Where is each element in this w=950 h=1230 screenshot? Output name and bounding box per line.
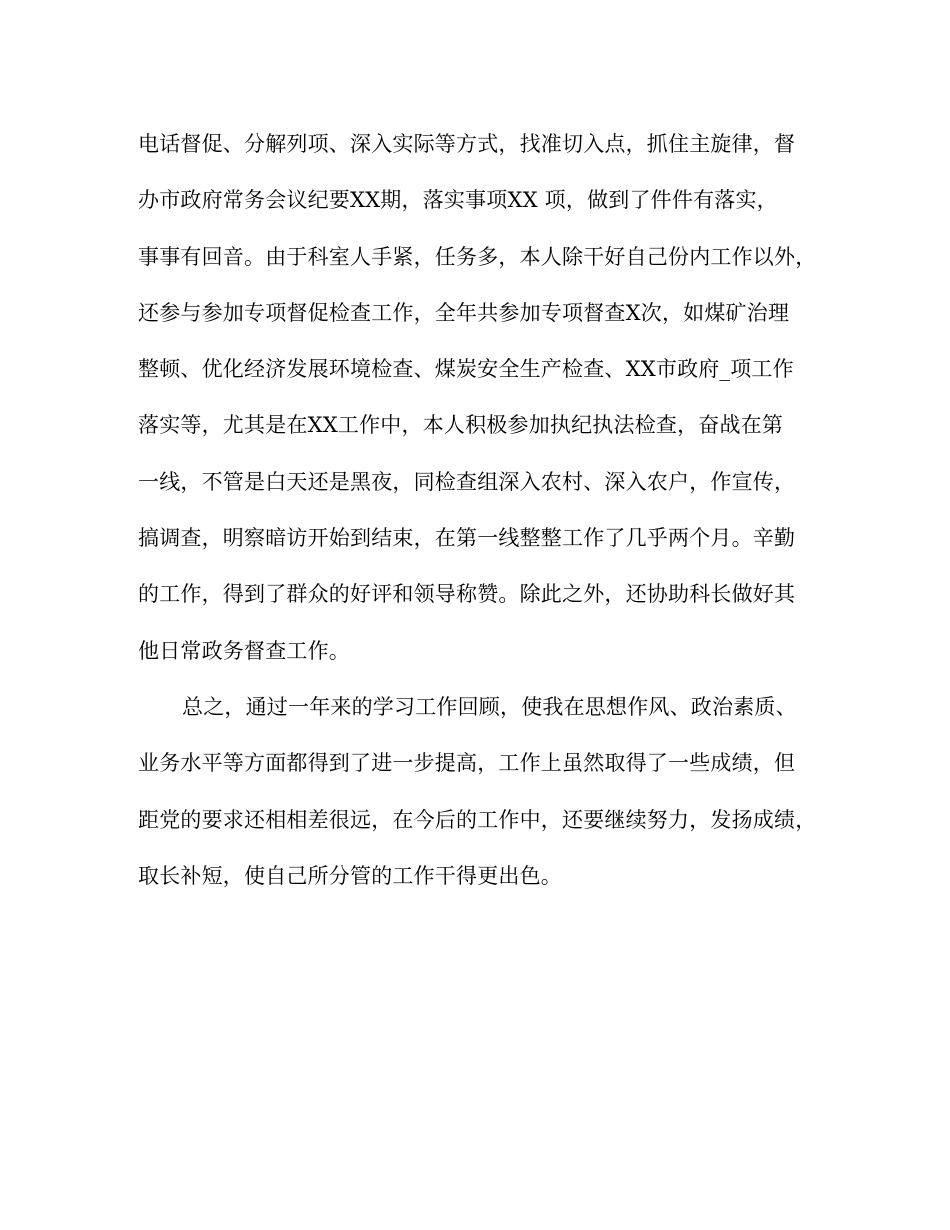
text-line: 总之，通过一年来的学习工作回顾，使我在思想作风、政治素质、 — [182, 694, 797, 719]
paragraph-work-summary — [138, 122, 838, 685]
text-line: 整顿、优化经济发展环境检查、煤炭安全生产检查、XX市政府_项工作 — [138, 357, 794, 382]
text-line: 办市政府常务会议纪要XX期，落实事项XX 项，做到了件件有落实， — [138, 188, 778, 213]
text-line: 搞调查，明察暗访开始到结束，在第一线整整工作了几乎两个月。辛勤 — [138, 526, 796, 551]
paragraph-conclusion — [138, 685, 838, 910]
text-line: 一线，不管是白天还是黑夜，同检查组深入农村、深入农户，作宣传， — [138, 469, 796, 494]
text-line: 取长补短，使自己所分管的工作干得更出色。 — [138, 863, 562, 888]
text-line: 电话督促、分解列项、深入实际等方式，找准切入点，抓住主旋律，督 — [138, 132, 796, 156]
text-line: 距党的要求还相相差很远，在今后的工作中，还要继续努力，发扬成绩， — [138, 807, 817, 832]
text-line: 落实等，尤其是在XX工作中，本人积极参加执纪执法检查，奋战在第 — [138, 413, 784, 438]
document-body — [138, 122, 838, 910]
text-line: 的工作，得到了群众的好评和领导称赞。除此之外，还协助科长做好其 — [138, 582, 796, 607]
text-line: 还参与参加专项督促检查工作，全年共参加专项督查X次，如煤矿治理 — [138, 300, 790, 325]
text-line: 事事有回音。由于科室人手紧，任务多，本人除干好自己份内工作以外， — [138, 244, 817, 269]
text-line: 业务水平等方面都得到了进一步提高，工作上虽然取得了一些成绩，但 — [138, 751, 796, 776]
text-line: 他日常政务督查工作。 — [138, 638, 350, 663]
